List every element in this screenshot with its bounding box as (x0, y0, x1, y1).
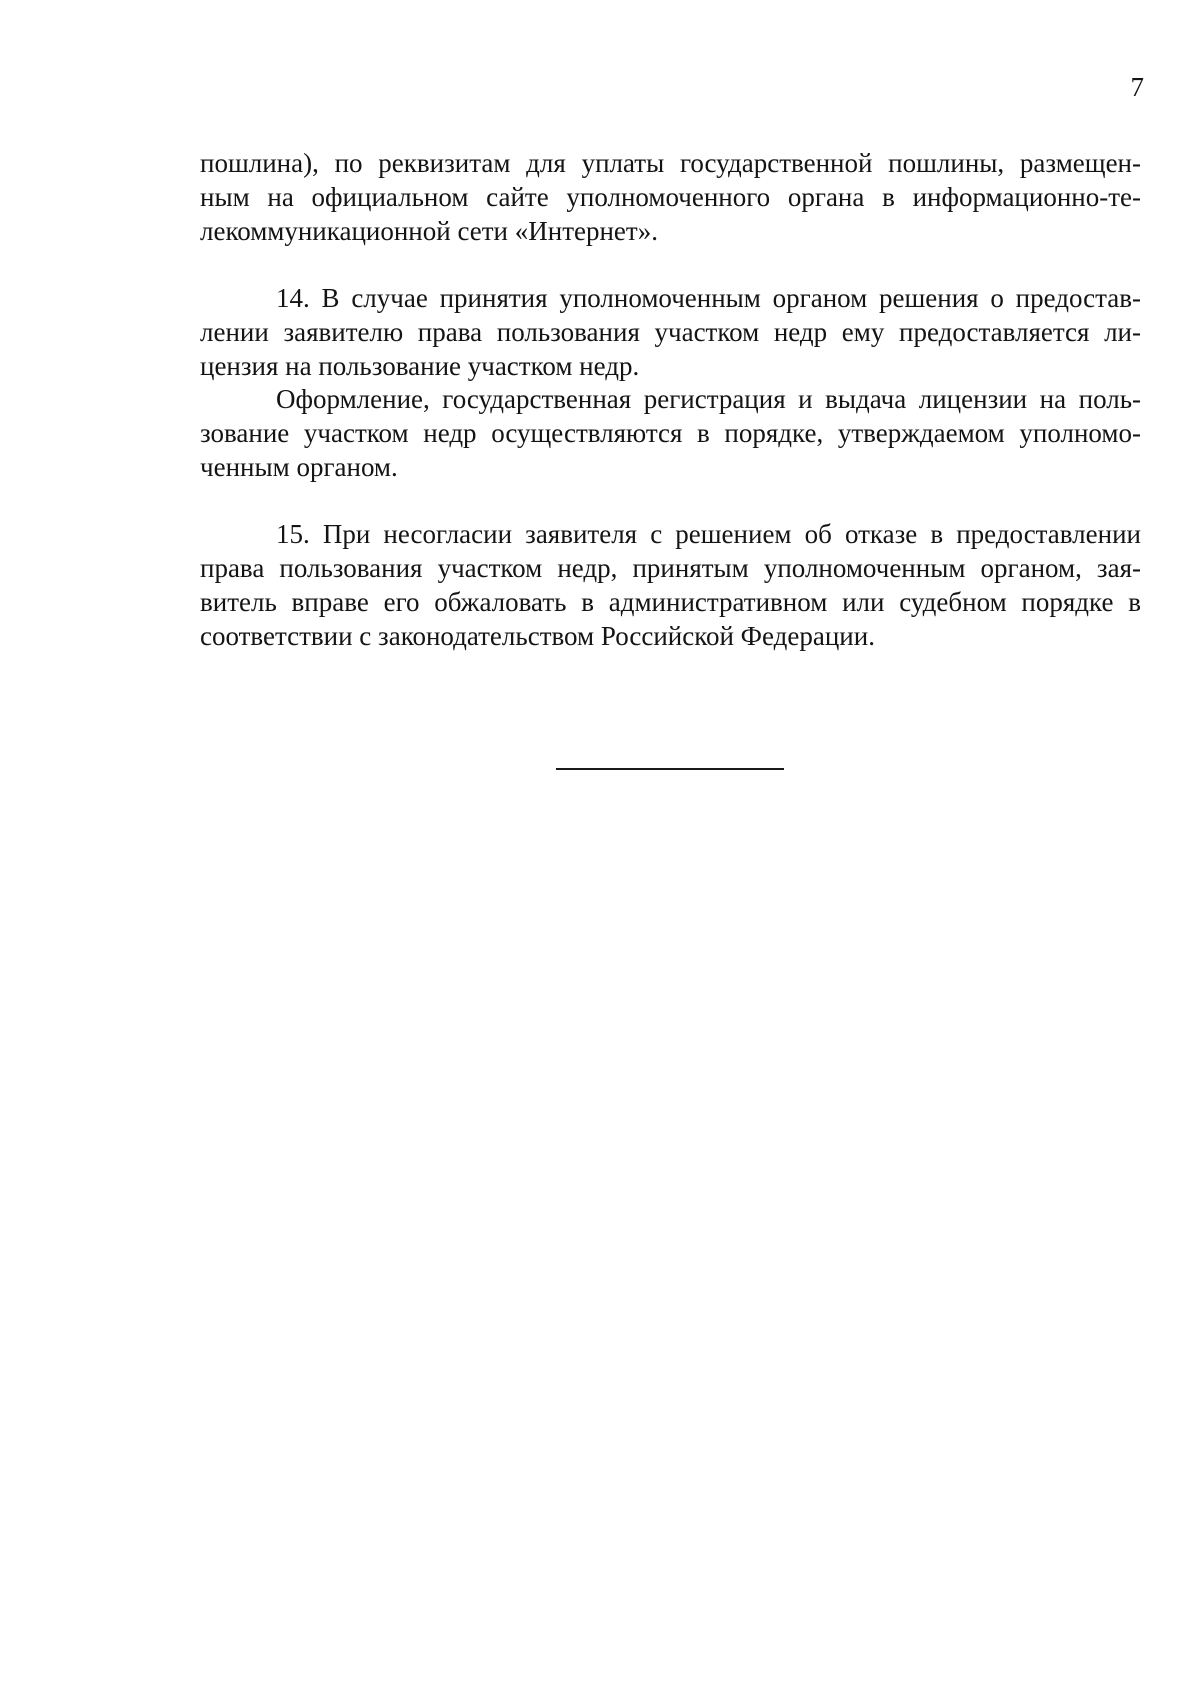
page-number: 7 (1130, 72, 1144, 102)
paragraph-item-15 (200, 517, 1141, 653)
paragraph-line: 15. При несогласии заявителя с решением об отказе в предоставлении (276, 519, 1141, 549)
paragraph-item-14 (200, 281, 1141, 383)
paragraph-line: ченным органом. (200, 452, 398, 482)
paragraph-line: витель вправе его обжаловать в административном или судебном порядке в (200, 587, 1141, 617)
paragraph-line: пошлина), по реквизитам для уплаты государственной пошлины, размещен- (200, 148, 1141, 178)
paragraph-line: ным на официальном сайте уполномоченного органа в информационно-те- (200, 182, 1141, 212)
paragraph-line: соответствии с законодательством Российской Федерации. (200, 621, 875, 651)
paragraph-line: цензия на пользование участком недр. (200, 351, 640, 381)
paragraph-line: права пользования участком недр, принятым уполномоченным органом, зая- (200, 553, 1141, 583)
paragraph-line: Оформление, государственная регистрация и выдача лицензии на поль- (276, 384, 1141, 414)
paragraph-license-registration (200, 382, 1141, 484)
paragraph-duty-payment (200, 146, 1141, 248)
paragraph-line: зование участком недр осуществляются в порядке, утверждаемом уполномо- (200, 418, 1141, 448)
paragraph-line: лении заявителю права пользования участком недр ему предоставляется ли- (200, 317, 1141, 347)
paragraph-line: лекоммуникационной сети «Интернет». (200, 216, 658, 246)
paragraph-line: 14. В случае принятия уполномоченным органом решения о предостав- (276, 283, 1141, 313)
closing-divider (556, 768, 784, 770)
